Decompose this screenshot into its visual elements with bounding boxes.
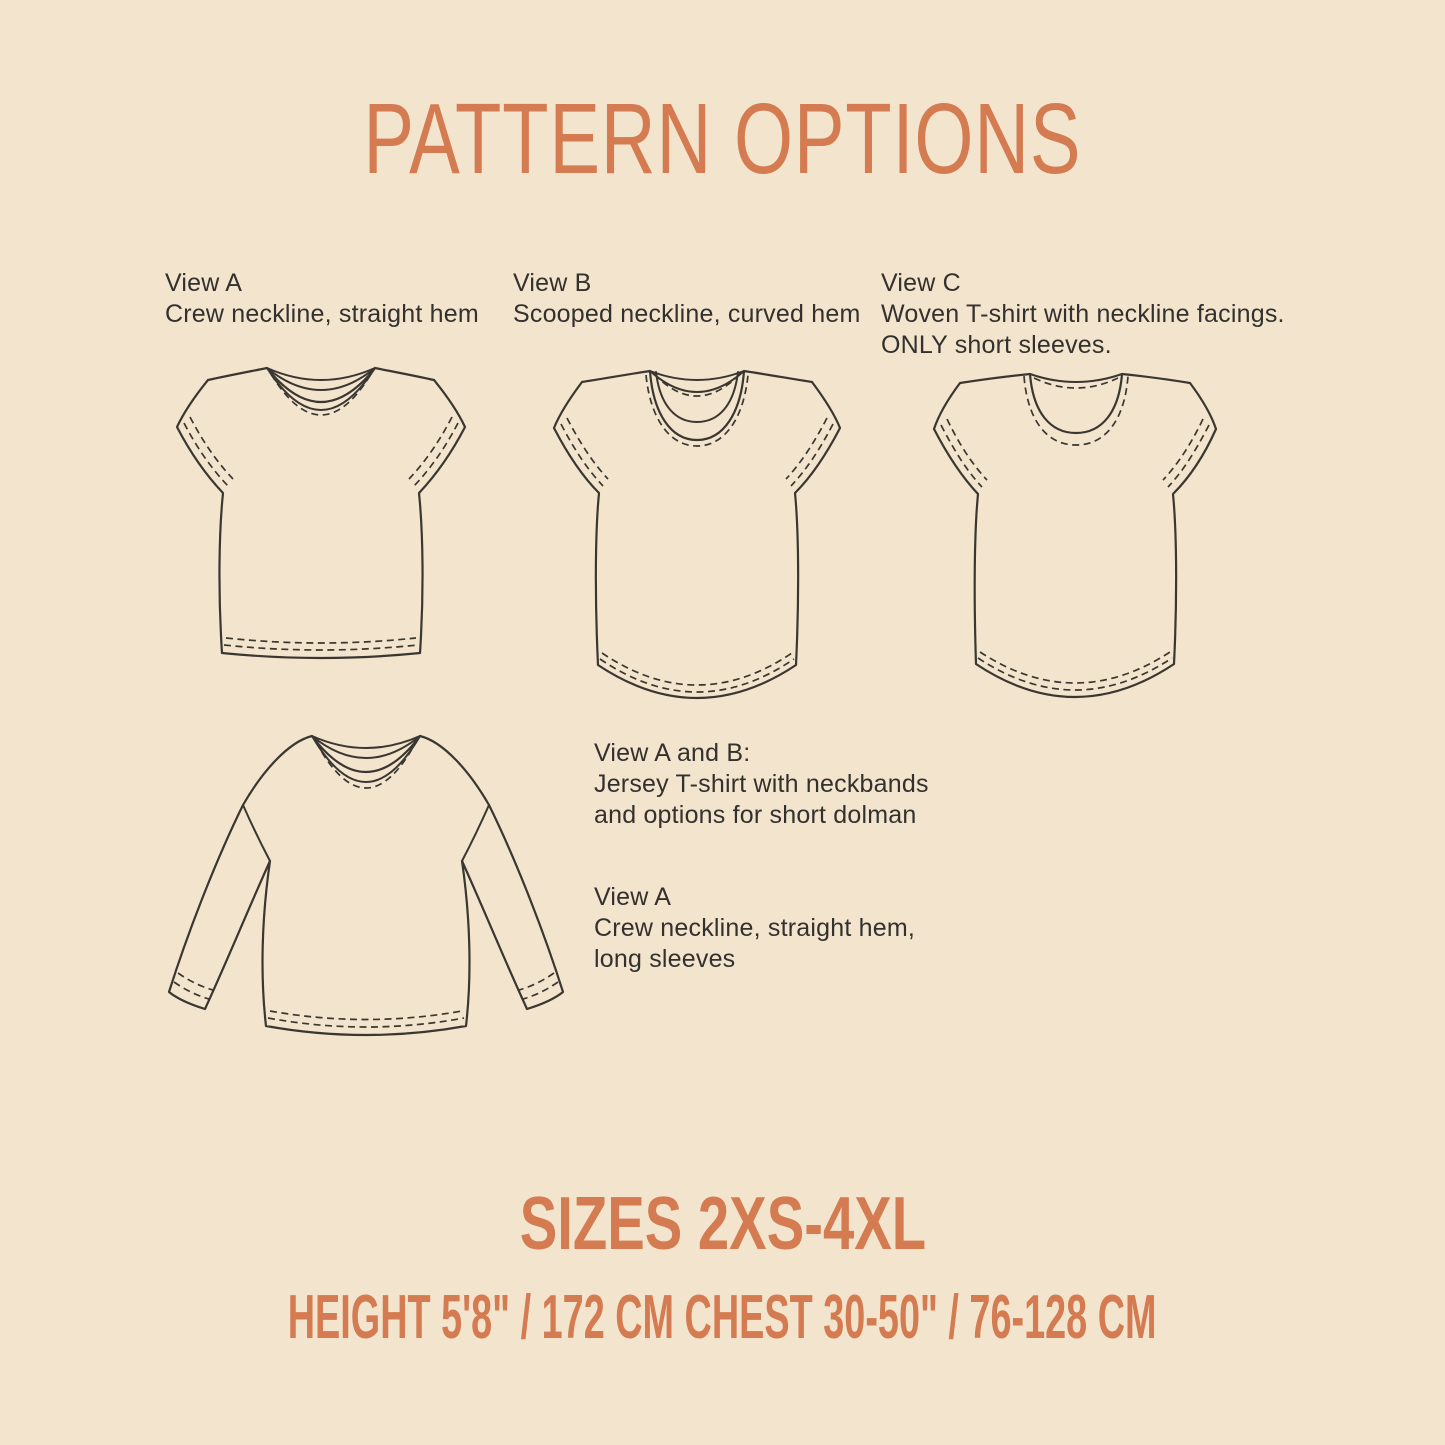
caption-view-b-title: View B [513, 269, 592, 297]
caption-views-a-and-b-line2: and options for short dolman [594, 801, 917, 829]
tshirt-view-a-long-sleeve-drawing-icon [166, 730, 566, 1044]
caption-view-c [881, 268, 1285, 361]
tshirt-view-b-drawing-icon [552, 362, 842, 702]
caption-view-a-line1: Crew neckline, straight hem [165, 300, 479, 328]
measurements-row [0, 1283, 1445, 1352]
tshirt-view-c-drawing-icon [932, 362, 1218, 702]
caption-view-a-long-line1: Crew neckline, straight hem, [594, 914, 916, 942]
caption-view-c-title: View C [881, 269, 961, 297]
caption-views-a-and-b-title: View A and B: [594, 739, 751, 767]
caption-view-a-long [594, 882, 915, 975]
caption-views-a-and-b [594, 738, 929, 831]
page-title: PATTERN OPTIONS [363, 83, 1082, 195]
sizes-heading: SIZES 2XS-4XL [519, 1181, 926, 1265]
caption-view-a-title: View A [165, 269, 243, 297]
measurements-heading: HEIGHT 5'8" / 172 CM CHEST 30-50" / 76-128 CM [288, 1283, 1157, 1352]
sizes-row [0, 1181, 1445, 1265]
caption-view-a [165, 268, 479, 330]
caption-view-a-long-title: View A [594, 883, 672, 911]
tshirt-view-a-drawing-icon [175, 362, 467, 664]
caption-view-a-long-line2: long sleeves [594, 945, 736, 973]
caption-view-c-line1: Woven T-shirt with neckline facings. [881, 300, 1285, 328]
caption-view-b-line1: Scooped neckline, curved hem [513, 300, 861, 328]
caption-views-a-and-b-line1: Jersey T-shirt with neckbands [594, 770, 929, 798]
title-row [0, 83, 1445, 195]
caption-view-b [513, 268, 860, 330]
caption-view-c-line2: ONLY short sleeves. [881, 331, 1112, 359]
